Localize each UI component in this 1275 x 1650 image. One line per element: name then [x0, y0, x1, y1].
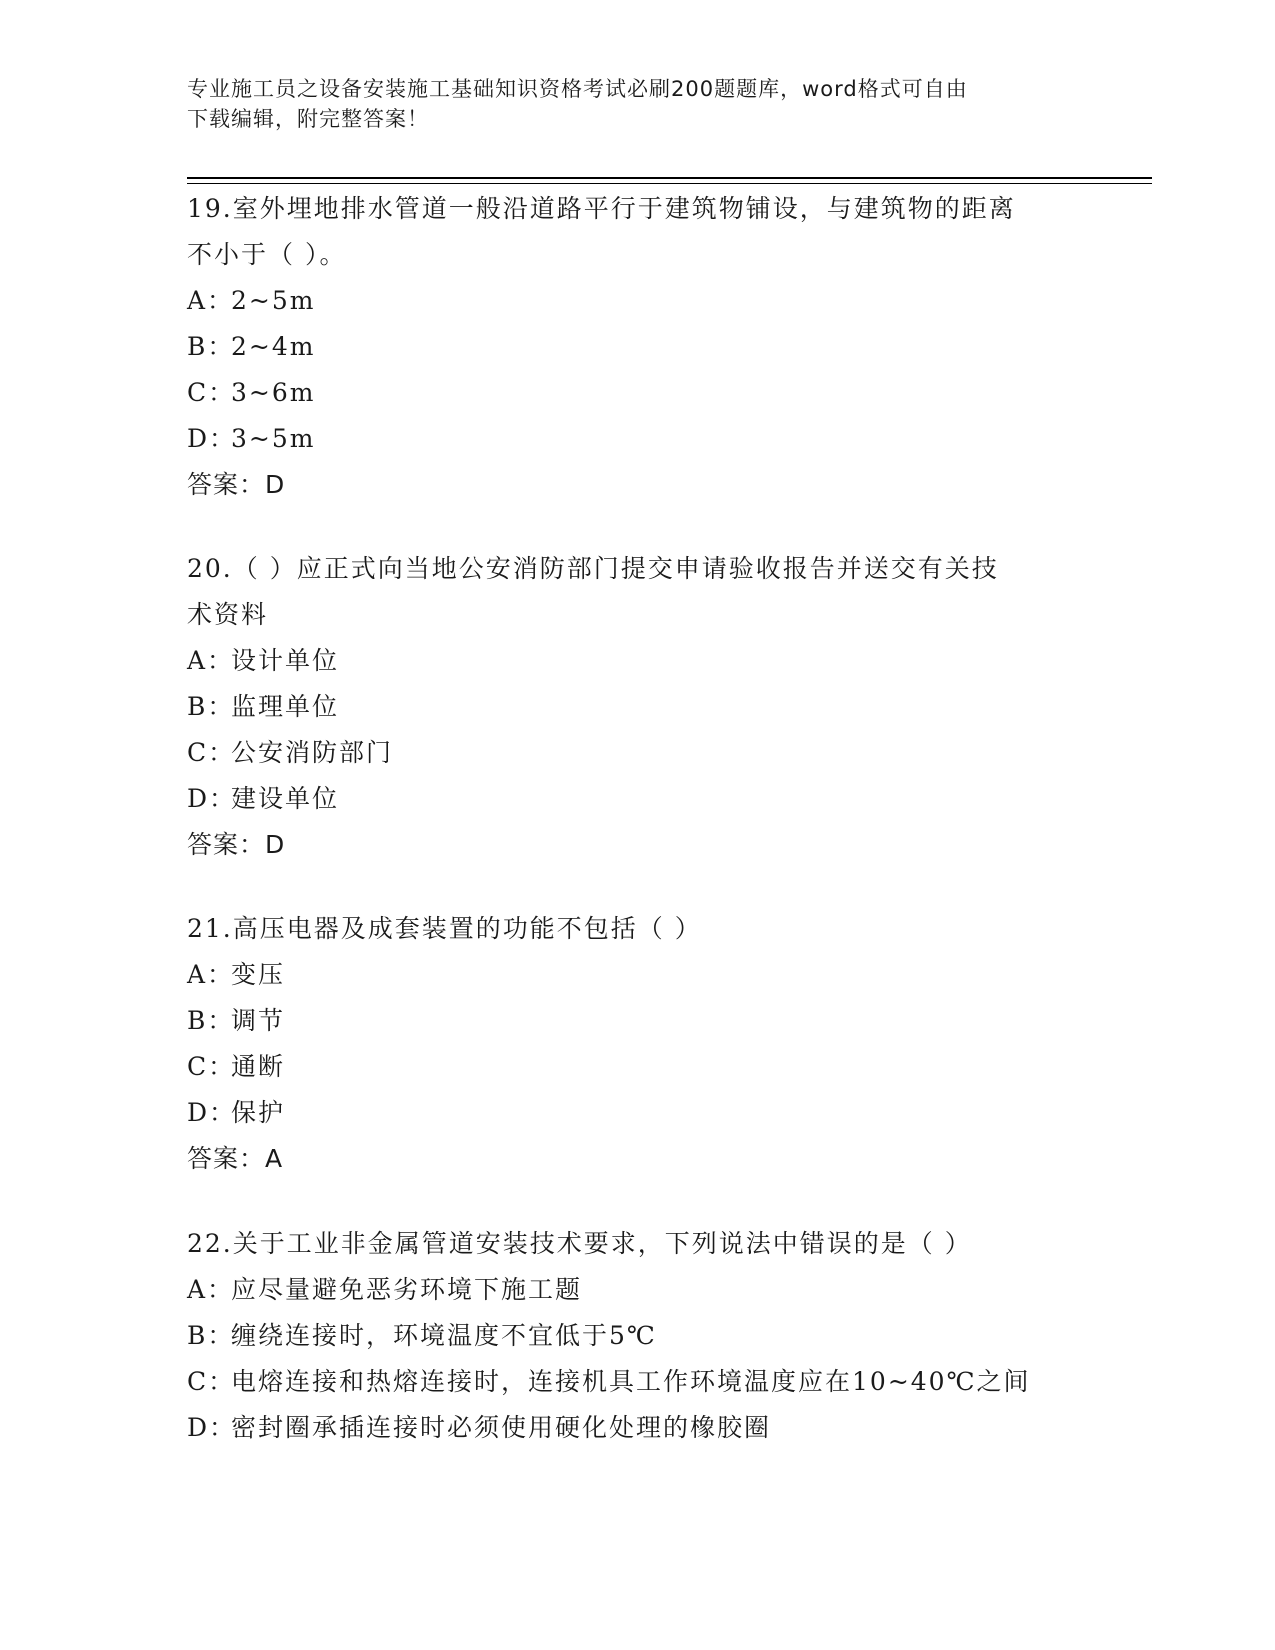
option-letter: B： — [187, 692, 235, 721]
question-stem-line: 20.（ ）应正式向当地公安消防部门提交申请验收报告并送交有关技 — [187, 554, 999, 583]
document-header — [187, 74, 1067, 134]
option-text: 变压 — [231, 960, 286, 989]
question-21 — [187, 906, 1087, 1182]
header-title-line-1: 专业施工员之设备安装施工基础知识资格考试必刷200题题库，word格式可自由 — [187, 77, 968, 101]
header-divider-thick — [187, 177, 1152, 179]
option-b — [187, 684, 1087, 730]
option-c — [187, 1359, 1087, 1405]
option-a — [187, 278, 1087, 324]
option-a — [187, 952, 1087, 998]
option-text: 调节 — [231, 1006, 286, 1035]
header-divider-thin — [187, 183, 1152, 184]
option-text: 通断 — [231, 1052, 286, 1081]
option-letter: A： — [187, 646, 235, 675]
option-letter: D： — [187, 1098, 237, 1127]
option-a — [187, 1267, 1087, 1313]
option-a — [187, 638, 1087, 684]
question-20 — [187, 546, 1087, 868]
option-b — [187, 1313, 1087, 1359]
option-letter: B： — [187, 332, 235, 361]
option-text: 公安消防部门 — [231, 738, 394, 767]
option-text: 电熔连接和热熔连接时，连接机具工作环境温度应在10~40℃之间 — [231, 1367, 1031, 1396]
option-c — [187, 1044, 1087, 1090]
option-letter: C： — [187, 378, 236, 407]
option-letter: A： — [187, 286, 235, 315]
question-19 — [187, 186, 1087, 508]
question-stem-line: 21.高压电器及成套装置的功能不包括（ ） — [187, 914, 702, 943]
option-letter: D： — [187, 784, 237, 813]
option-c — [187, 730, 1087, 776]
option-letter: C： — [187, 738, 236, 767]
option-d — [187, 1090, 1087, 1136]
option-text: 密封圈承插连接时必须使用硬化处理的橡胶圈 — [231, 1413, 772, 1442]
option-letter: D： — [187, 424, 237, 453]
option-b — [187, 324, 1087, 370]
option-text: 应尽量避免恶劣环境下施工题 — [231, 1275, 583, 1304]
option-letter: D： — [187, 1413, 237, 1442]
question-stem-line: 不小于（ ）。 — [187, 240, 347, 269]
option-text: 3~5m — [231, 424, 316, 453]
option-letter: B： — [187, 1321, 235, 1350]
option-text: 建设单位 — [231, 784, 340, 813]
option-c — [187, 370, 1087, 416]
option-d — [187, 1405, 1087, 1451]
answer-line: 答案：D — [187, 830, 286, 859]
option-text: 保护 — [231, 1098, 286, 1127]
option-text: 设计单位 — [231, 646, 340, 675]
option-d — [187, 776, 1087, 822]
header-title-line-2: 下载编辑，附完整答案！ — [187, 107, 429, 131]
option-text: 2~5m — [231, 286, 316, 315]
option-text: 缠绕连接时，环境温度不宜低于5℃ — [231, 1321, 657, 1350]
option-letter: B： — [187, 1006, 235, 1035]
option-text: 3~6m — [231, 378, 316, 407]
option-letter: C： — [187, 1052, 236, 1081]
option-letter: A： — [187, 1275, 235, 1304]
question-stem-line: 术资料 — [187, 600, 269, 629]
question-stem-line: 19.室外埋地排水管道一般沿道路平行于建筑物铺设，与建筑物的距离 — [187, 194, 1016, 223]
answer-line: 答案：A — [187, 1144, 284, 1173]
option-b — [187, 998, 1087, 1044]
question-22 — [187, 1221, 1087, 1451]
question-stem-line: 22.关于工业非金属管道安装技术要求，下列说法中错误的是（ ） — [187, 1229, 972, 1258]
option-text: 2~4m — [231, 332, 316, 361]
option-d — [187, 416, 1087, 462]
option-letter: A： — [187, 960, 235, 989]
answer-line: 答案：D — [187, 470, 286, 499]
option-text: 监理单位 — [231, 692, 340, 721]
option-letter: C： — [187, 1367, 236, 1396]
